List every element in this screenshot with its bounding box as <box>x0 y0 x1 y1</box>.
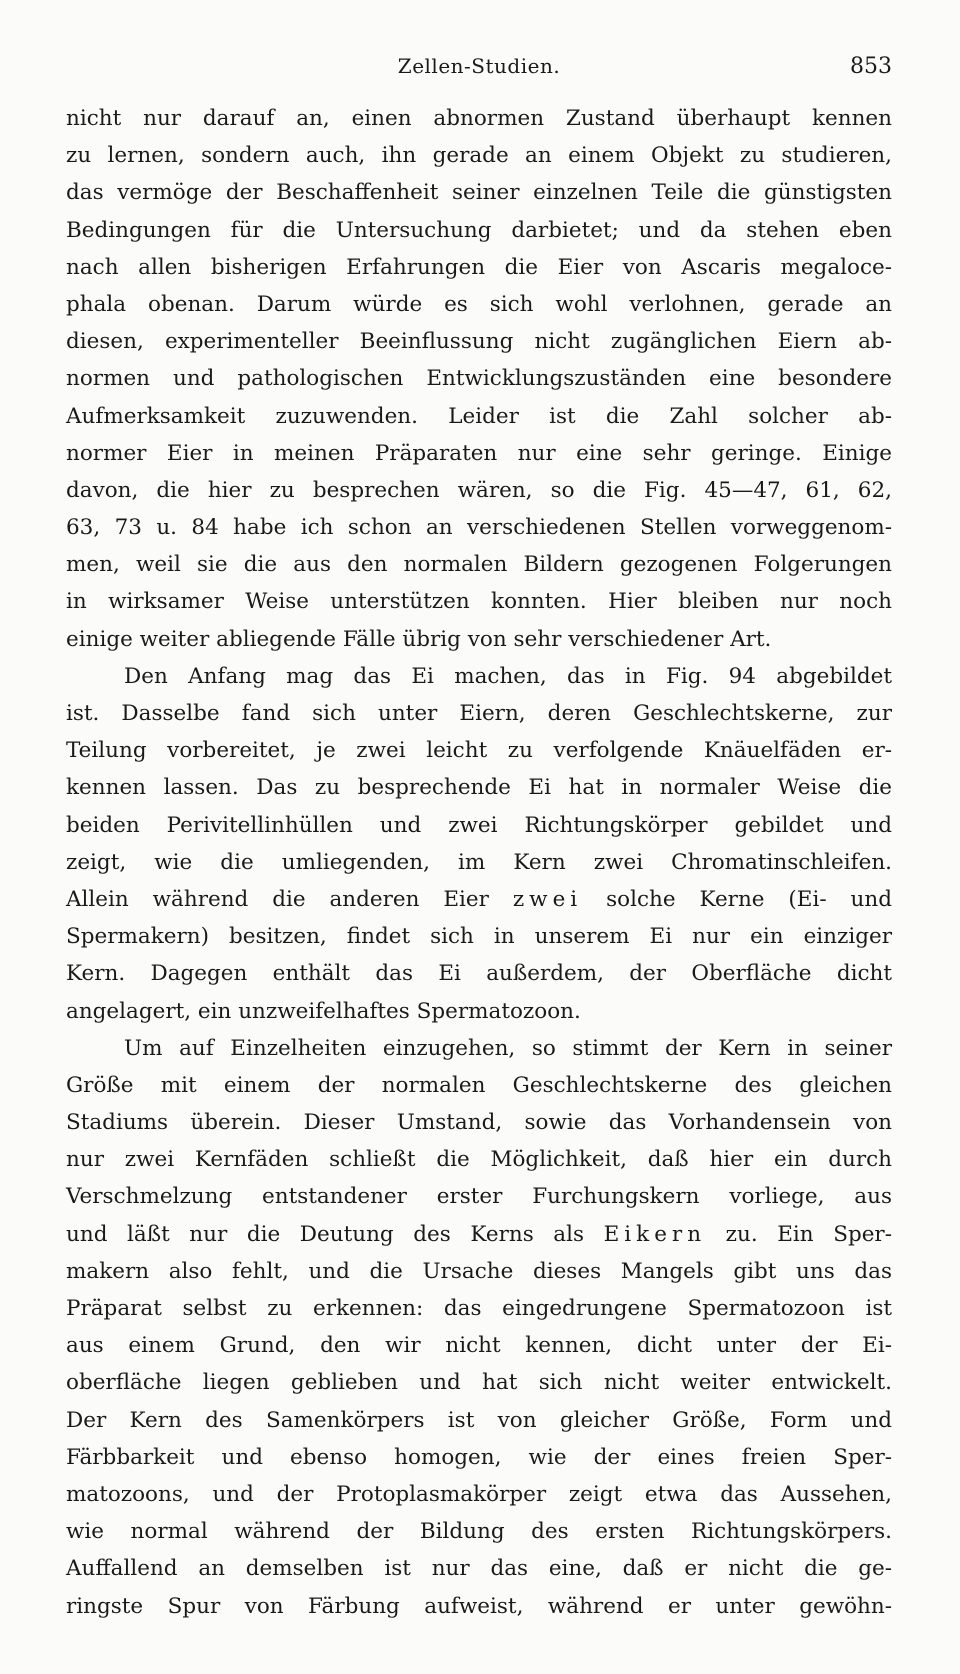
running-title: Zellen-Studien. <box>397 54 561 78</box>
text-line: nur zwei Kernfäden schließt die Möglichkeit, daß hier ein durch <box>66 1147 892 1173</box>
text-line: in wirksamer Weise unterstützen konnten. Hier bleiben nur noch <box>66 589 892 615</box>
text-line: Teilung vorbereitet, je zwei leicht zu verfolgende Knäuelfäden er- <box>66 738 892 764</box>
text-line: Stadiums überein. Dieser Umstand, sowie das Vorhandensein von <box>66 1110 892 1136</box>
text-line-with-emphasis <box>66 1216 892 1253</box>
text-line: angelagert, ein unzweifelhaftes Spermatozoon. <box>66 998 581 1024</box>
text-line: makern also fehlt, und die Ursache dieses Mangels gibt uns das <box>66 1258 892 1284</box>
text-line: Verschmelzung entstandener erster Furchungskern vorliege, aus <box>66 1184 892 1210</box>
text-segment: und läßt nur die Deutung des Kerns als <box>66 1221 585 1247</box>
text-line: matozoons, und der Protoplasmakörper zeigt etwa das Aussehen, <box>66 1481 892 1507</box>
text-line: diesen, experimenteller Beeinflussung nicht zugänglichen Eiern ab- <box>66 329 892 355</box>
text-line: zu lernen, sondern auch, ihn gerade an einem Objekt zu studieren, <box>66 143 892 169</box>
text-segment: solche Kerne (Ei- und <box>606 886 892 912</box>
text-line: normer Eier in meinen Präparaten nur eine sehr geringe. Einige <box>66 440 892 466</box>
page-number: 853 <box>850 54 892 79</box>
text-line: phala obenan. Darum würde es sich wohl verlohnen, gerade an <box>66 291 892 317</box>
text-line: ringste Spur von Färbung aufweist, während er unter gewöhn- <box>66 1593 892 1619</box>
text-line: normen und pathologischen Entwicklungszuständen eine besondere <box>66 366 892 392</box>
text-segment: zu. Ein Sper- <box>725 1221 892 1247</box>
text-line: das vermöge der Beschaffenheit seiner einzelnen Teile die günstigsten <box>66 180 892 206</box>
body-text <box>66 100 892 1625</box>
text-line: Aufmerksamkeit zuzuwenden. Leider ist die Zahl solcher ab- <box>66 403 892 429</box>
text-line: aus einem Grund, den wir nicht kennen, dicht unter der Ei- <box>66 1333 892 1359</box>
text-line: davon, die hier zu besprechen wären, so die Fig. 45—47, 61, 62, <box>66 477 892 503</box>
text-line: Auffallend an demselben ist nur das eine, daß er nicht die ge- <box>66 1556 892 1582</box>
text-line: Färbbarkeit und ebenso homogen, wie der eines freien Sper- <box>66 1444 892 1470</box>
running-head <box>66 54 892 88</box>
text-line: Den Anfang mag das Ei machen, das in Fig. 94 abgebildet <box>124 663 892 689</box>
text-line: beiden Perivitellinhüllen und zwei Richtungskörper gebildet und <box>66 812 892 838</box>
text-line: Um auf Einzelheiten einzugehen, so stimmt der Kern in seiner <box>124 1035 892 1061</box>
text-line: wie normal während der Bildung des ersten Richtungskörpers. <box>66 1519 892 1545</box>
emphasized-word: zwei <box>512 886 583 912</box>
text-line: einige weiter abliegende Fälle übrig von sehr verschiedener Art. <box>66 626 772 652</box>
emphasized-word: Eikern <box>603 1221 707 1247</box>
text-line: Der Kern des Samenkörpers ist von gleicher Größe, Form und <box>66 1407 892 1433</box>
text-line: nach allen bisherigen Erfahrungen die Eier von Ascaris megaloce- <box>66 254 892 280</box>
text-line: oberfläche liegen geblieben und hat sich nicht weiter entwickelt. <box>66 1370 892 1396</box>
text-line: Präparat selbst zu erkennen: das eingedrungene Spermatozoon ist <box>66 1296 892 1321</box>
text-line: Bedingungen für die Untersuchung darbietet; und da stehen eben <box>66 217 892 243</box>
text-line: men, weil sie die aus den normalen Bildern gezogenen Folgerungen <box>66 552 892 578</box>
text-line: Größe mit einem der normalen Geschlechtskerne des gleichen <box>66 1072 892 1098</box>
text-line: Kern. Dagegen enthält das Ei außerdem, der Oberfläche dicht <box>66 961 892 987</box>
text-line: Spermakern) besitzen, findet sich in unserem Ei nur ein einziger <box>66 924 892 950</box>
text-line: zeigt, wie die umliegenden, im Kern zwei Chromatinschleifen. <box>66 849 892 875</box>
text-line-with-emphasis <box>66 881 892 918</box>
text-segment: Allein während die anderen Eier <box>66 886 489 912</box>
text-line: kennen lassen. Das zu besprechende Ei hat in normaler Weise die <box>66 775 892 801</box>
text-line: ist. Dasselbe fand sich unter Eiern, deren Geschlechtskerne, zur <box>66 701 892 726</box>
text-line: nicht nur darauf an, einen abnormen Zustand überhaupt kennen <box>66 106 892 131</box>
text-line: 63, 73 u. 84 habe ich schon an verschiedenen Stellen vorweggenom- <box>66 515 892 541</box>
